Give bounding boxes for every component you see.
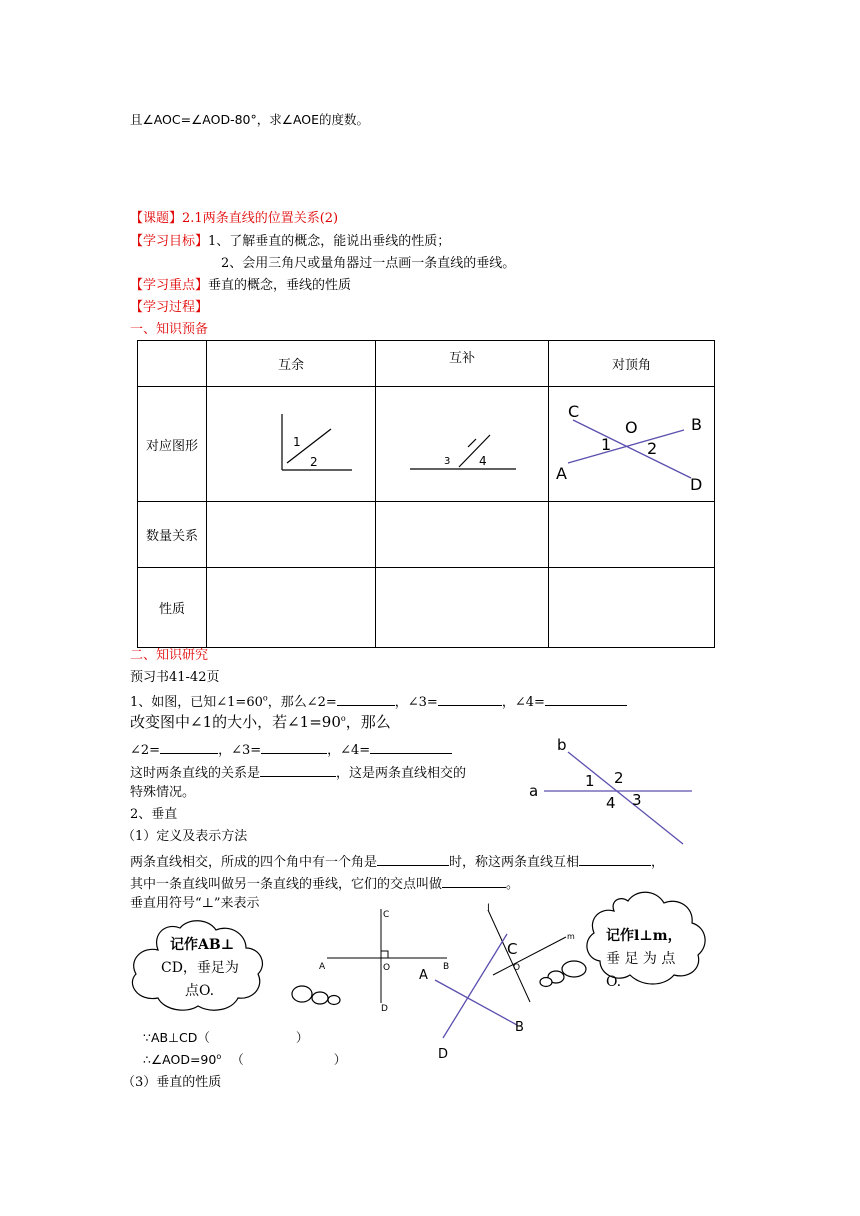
angle-label-3: 3 [632,791,642,809]
property-vertical-cell [549,568,715,648]
question-1-line-5: 特殊情况。 [130,785,196,800]
vertical-label-2: 2 [647,439,658,458]
cloud-right-line-2: 垂 足 为 点 [606,951,676,967]
quantity-vertical-cell [549,502,715,568]
vertical-label-A: A [556,464,567,483]
cloud-left-line-1: 记作AB⊥ [170,937,235,953]
perp2-label-A: A [419,968,428,983]
question-1-line-1: 1、如图，已知$\angle 1=60^o$，那么∠2= ，∠3= ，∠4= [130,692,627,712]
perp1-label-D: D [381,1004,388,1014]
row-header-figure: 对应图形 [138,387,207,502]
perp2-label-l: l [487,903,490,914]
symbol-line: 垂直用符号“⊥”来表示 [130,896,260,911]
blank-angle4[interactable] [545,692,627,706]
definition-line-1: 两条直线相交，所成的四个角中有一个角是 时，称这两条直线互相 ， [130,852,664,872]
perp2-label-D: D [438,1047,449,1062]
goal-1: 1、了解垂直的概念，能说出垂线的性质； [208,234,451,249]
blank-foot[interactable] [442,874,506,888]
property-complementary-cell [207,568,376,648]
perp1-label-A: A [319,962,326,972]
fig-supplementary-cell [376,387,549,502]
cloud-left-line-3: 点O. [185,983,215,999]
cloud-right-line-1: 记作l⊥m， [606,928,682,944]
focus-text: 垂直的概念，垂线的性质 [208,278,352,293]
blank-angle4-90[interactable] [370,740,452,754]
vertical-angles-figure [549,387,714,497]
vertical-label-O: O [625,418,638,437]
perp2-label-C: C [507,940,518,958]
perp2-label-m: m [567,932,575,941]
intersecting-lines-figure [520,732,700,848]
angle-label-1: 1 [585,772,595,790]
knowledge-table [137,340,715,648]
title-tag: 【课题】 [130,211,183,226]
definition-line-2: 其中一条直线叫做另一条直线的垂线，它们的交点叫做 。 [130,874,519,894]
row-header-quantity: 数量关系 [138,502,207,568]
cloud-right-line-3: O. [606,974,622,990]
row-header-property: 性质 [138,568,207,648]
therefore-line: $\therefore\angle AOD=90^o$ （ ） [143,1052,347,1068]
cloud-left-line-2: CD，垂足为 [161,960,239,976]
quantity-supplementary-cell [376,502,549,568]
perp2-label-O: O [513,963,521,973]
question-2-heading: 2、垂直 [130,807,178,822]
goals-tag: 【学习目标】 [130,234,209,249]
vertical-label-B: B [691,415,702,434]
angle-label-4: 4 [606,794,616,812]
perp1-label-O: O [383,963,391,973]
intro-question-line: 且∠AOC=∠AOD-80°，求∠AOE的度数。 [130,112,370,127]
focus-tag: 【学习重点】 [130,278,209,293]
question-1-line-4: 这时两条直线的关系是 ，这是两条直线相交的 [130,763,466,783]
blank-angle3[interactable] [438,692,502,706]
learning-focus [130,278,351,295]
line-label-a: a [529,782,539,800]
question-1-line-3: ∠2= ，∠3= ，∠4= [130,740,452,760]
supplement-label-4: 4 [479,454,487,468]
angle-label-2: 2 [614,769,624,787]
section-1-heading: 一、知识预备 [130,322,209,337]
subsection-3: （3）垂直的性质 [122,1075,222,1090]
question-1-line-2: 改变图中∠1的大小，若$\angle 1=90^o$，那么 [130,713,391,731]
complement-label-1: 1 [293,435,301,449]
because-line: ∵AB⊥CD（ ） [143,1030,309,1045]
supplementary-angles-figure [376,387,548,497]
goal-2: 2、会用三角尺或量角器过一点画一条直线的垂线。 [221,256,516,271]
lesson-title [130,211,338,228]
line-label-b: b [557,736,567,754]
learning-goals [130,234,450,251]
blank-angle2[interactable] [337,692,395,706]
preview-pages: 预习书41-42页 [130,670,220,685]
perp2-label-B: B [515,1020,524,1035]
blank-angle3-90[interactable] [261,740,327,754]
vertical-label-D: D [690,475,703,494]
supplement-label-3: 3 [444,456,451,467]
property-supplementary-cell [376,568,549,648]
vertical-label-C: C [568,402,580,421]
blank-angle2-90[interactable] [160,740,218,754]
subsection-1: （1）定义及表示方法 [122,829,248,844]
perp1-label-C: C [383,910,390,920]
col-header-complementary: 互余 [207,341,376,387]
perp1-label-B: B [443,962,450,972]
col-header-supplementary: 互补 [376,341,549,387]
section-2-heading: 二、知识研究 [130,648,209,663]
blank-right-angle[interactable] [377,852,449,866]
fig-vertical-cell [549,387,715,502]
table-corner [138,341,207,387]
blank-perpendicular[interactable] [579,852,651,866]
vertical-label-1: 1 [601,435,612,454]
complement-label-2: 2 [310,455,318,469]
complementary-angles-figure [207,387,375,497]
learning-process-tag: 【学习过程】 [130,300,209,315]
quantity-complementary-cell [207,502,376,568]
blank-relationship[interactable] [260,763,336,777]
title-text: 2.1两条直线的位置关系(2) [182,211,339,226]
col-header-vertical: 对顶角 [549,341,715,387]
fig-complementary-cell [207,387,376,502]
